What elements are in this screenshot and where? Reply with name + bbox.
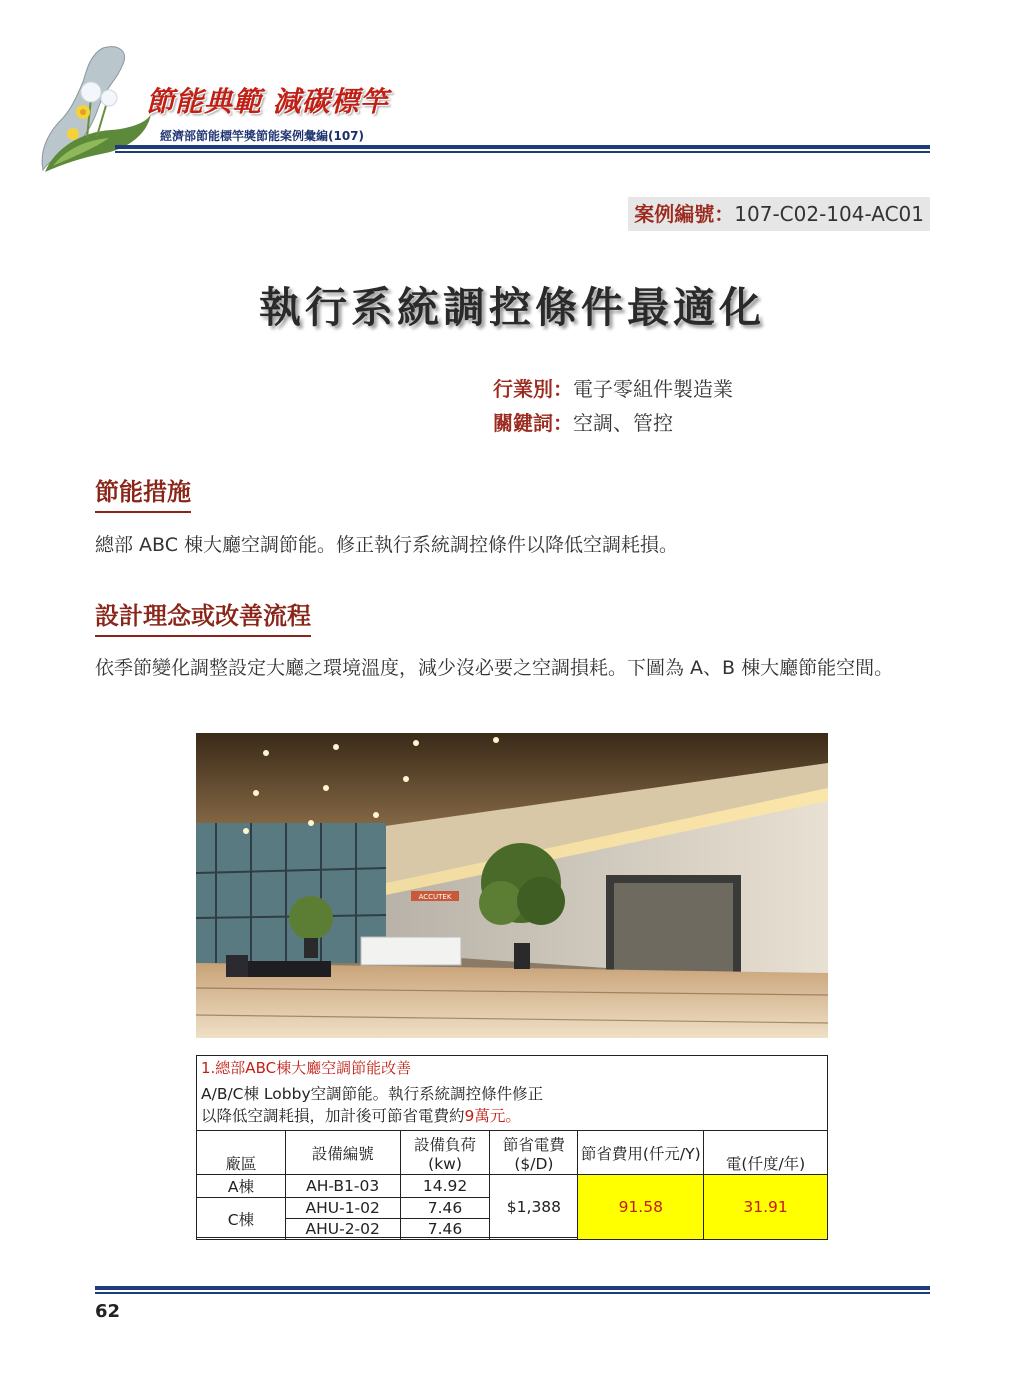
case-number-label: 案例編號： [634,202,735,226]
table-description-highlight: 9萬元。 [464,1107,521,1125]
cell-load: 7.46 [400,1219,490,1240]
keyword-line [493,407,673,436]
section-text-measures: 總部 ABC 棟大廳空調節能。修正執行系統調控條件以降低空調耗損。 [95,534,679,556]
industry-label: 行業別： [493,377,573,401]
header-area: 廠區 [197,1131,286,1175]
header-electricity: 電(仟度/年) [704,1131,828,1175]
table-title: 1.總部ABC棟大廳空調節能改善 [201,1059,412,1077]
cell-saving-per-day: $1,388 [490,1175,578,1240]
cell-area: A棟 [197,1175,286,1198]
header-annual-saving: 節省費用(仟元/Y) [578,1131,704,1175]
cell-equipment-id: AHU-2-02 [285,1219,400,1240]
header-rule [115,145,930,149]
table-description-line1: A/B/C棟 Lobby空調節能。執行系統調控條件修正 [201,1085,544,1103]
header-saving-per-day: 節省電費($/D) [490,1131,578,1175]
industry-value: 電子零組件製造業 [573,377,733,401]
cell-electricity: 31.91 [704,1175,828,1240]
savings-table-panel [196,1055,828,1238]
section-text-design: 依季節變化調整設定大廳之環境溫度，減少沒必要之空調損耗。下圖為 A、B 棟大廳節能空間。 [95,657,894,679]
keyword-label: 關鍵詞： [493,411,573,435]
cell-load: 14.92 [400,1175,490,1198]
header-rule-thin [115,151,930,153]
case-number [628,197,930,231]
cell-area: C棟 [197,1198,286,1240]
case-number-value: 107-C02-104-AC01 [734,202,924,226]
table-description-line2 [201,1104,521,1126]
section-heading-measures: 節能措施 [95,472,191,513]
page-title: 執行系統調控條件最適化 [258,283,765,332]
cell-load: 7.46 [400,1198,490,1219]
table-header-row [197,1131,828,1175]
industry-line [493,373,733,402]
cell-equipment-id: AHU-1-02 [285,1198,400,1219]
lobby-photo [196,733,828,1038]
cell-annual-saving: 91.58 [578,1175,704,1240]
header-load: 設備負荷(kw) [400,1131,490,1175]
lobby-sign-text: ACCUTEK [418,893,452,901]
brand-subtitle: 經濟部節能標竿獎節能案例彙編(107) [160,129,365,143]
savings-table [196,1130,828,1240]
header-equipment-id: 設備編號 [285,1131,400,1175]
table-row [197,1175,828,1198]
table-description-text: 以降低空調耗損，加計後可節省電費約 [201,1107,465,1125]
footer-rule [95,1286,930,1290]
cell-equipment-id: AH-B1-03 [285,1175,400,1198]
footer-rule-thin [95,1292,930,1294]
page-number: 62 [95,1301,121,1322]
section-heading-design: 設計理念或改善流程 [95,596,311,637]
brand-title: 節能典範 減碳標竿 [146,85,389,118]
keyword-value: 空調、管控 [573,411,673,435]
taiwan-leaf-logo [25,40,165,180]
